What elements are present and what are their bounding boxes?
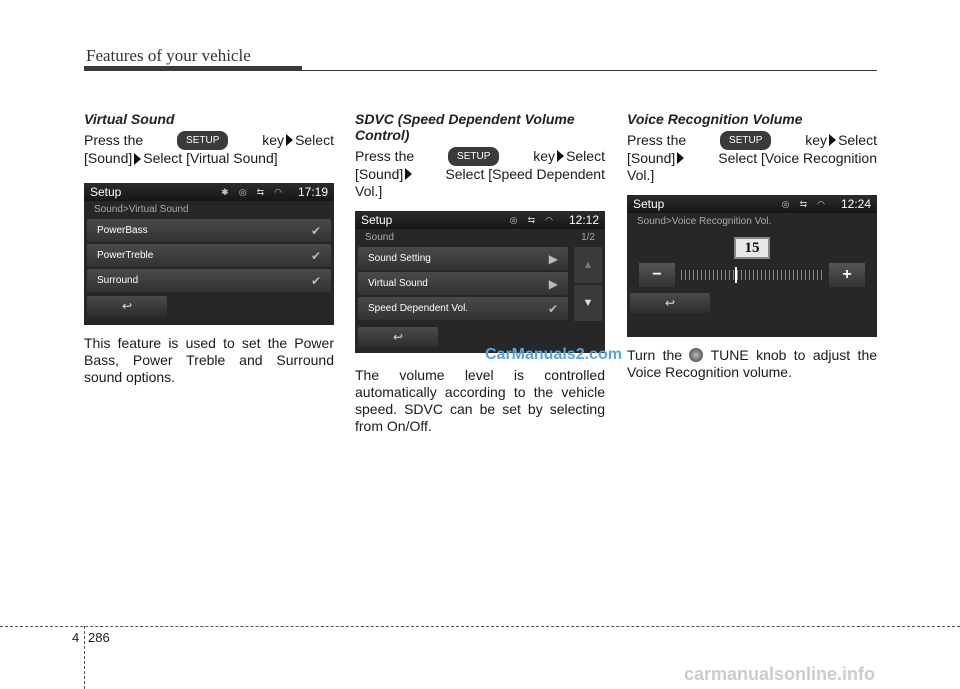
section-title: SDVC (Speed Dependent Volume Control) bbox=[355, 111, 575, 143]
section-sdvc bbox=[355, 111, 605, 435]
arrow-right-icon bbox=[286, 134, 293, 146]
status-icons bbox=[782, 199, 825, 210]
screen-header bbox=[627, 195, 877, 213]
status-icons bbox=[221, 187, 282, 198]
screen-header bbox=[84, 183, 334, 201]
gps-icon: ◎ bbox=[238, 186, 247, 197]
scroll-down-button[interactable]: ▼ bbox=[574, 285, 602, 321]
list-item-powertreble[interactable] bbox=[87, 244, 331, 267]
instr-sound: [Sound] bbox=[355, 166, 404, 182]
play-arrow-icon: ▶ bbox=[548, 251, 558, 266]
list-item-sound-setting[interactable] bbox=[358, 247, 568, 270]
volume-plus-button[interactable] bbox=[829, 263, 865, 287]
back-icon: ↩ bbox=[664, 296, 676, 310]
instr-select-item: Select [Speed Dependent bbox=[445, 166, 605, 182]
check-icon: ✔ bbox=[310, 248, 321, 263]
back-button[interactable] bbox=[358, 327, 438, 347]
screen-title: Setup bbox=[361, 213, 393, 227]
bluetooth-icon: ✱ bbox=[221, 186, 229, 197]
gps-icon: ◎ bbox=[509, 214, 518, 225]
back-button[interactable] bbox=[630, 293, 710, 313]
screen-title: Setup bbox=[633, 197, 665, 211]
screen-sub: Sound bbox=[365, 232, 394, 243]
arrow-right-icon bbox=[134, 153, 141, 165]
footer-page-number: 286 bbox=[88, 630, 110, 645]
scroll-up-button[interactable]: ▲ bbox=[574, 247, 602, 283]
instr-select: Select bbox=[566, 148, 605, 164]
screen-header bbox=[355, 211, 605, 229]
volume-minus-button[interactable] bbox=[639, 263, 675, 287]
section-voice-recognition-volume bbox=[627, 111, 877, 381]
back-button[interactable] bbox=[87, 296, 167, 316]
volume-slider-row bbox=[627, 259, 877, 291]
list bbox=[355, 245, 571, 323]
instructions bbox=[84, 131, 334, 167]
instr-select: Select bbox=[295, 132, 334, 148]
status-icons bbox=[510, 215, 553, 226]
list-item-label: PowerBass bbox=[97, 225, 148, 236]
back-icon: ↩ bbox=[121, 299, 133, 313]
screen-breadcrumb: Sound>Virtual Sound bbox=[94, 204, 189, 215]
header-bar-thin bbox=[302, 70, 877, 71]
setup-badge: SETUP bbox=[177, 131, 228, 150]
instr-press: Press the bbox=[84, 132, 144, 148]
instr-key: key bbox=[533, 148, 556, 164]
caption bbox=[627, 347, 877, 381]
screen-time: 12:24 bbox=[840, 197, 871, 211]
instr-press: Press the bbox=[355, 148, 415, 164]
instructions bbox=[627, 131, 877, 184]
instr-select: Select bbox=[838, 132, 877, 148]
footer-divider bbox=[0, 626, 960, 627]
setup-badge: SETUP bbox=[448, 147, 499, 166]
ipod-icon: ◠ bbox=[274, 186, 282, 197]
volume-slider-thumb[interactable] bbox=[735, 267, 737, 283]
gps-icon: ◎ bbox=[781, 198, 790, 209]
section-virtual-sound bbox=[84, 111, 334, 386]
setup-badge: SETUP bbox=[720, 131, 771, 150]
header-bar-thick bbox=[84, 66, 302, 71]
list-item-label: Sound Setting bbox=[368, 253, 431, 264]
list-item-surround[interactable] bbox=[87, 269, 331, 292]
instr-select-item: Select [Voice Recognition bbox=[718, 150, 877, 166]
check-icon: ✔ bbox=[547, 301, 558, 316]
arrow-right-icon bbox=[557, 150, 564, 162]
page-indicator: 1/2 bbox=[581, 232, 595, 243]
check-icon: ✔ bbox=[310, 273, 321, 288]
footer-vertical-divider bbox=[84, 626, 85, 689]
watermark-carmanualsonline: carmanualsonline.info bbox=[684, 664, 876, 684]
caption-part-b: TUNE knob to adjust the Voice Recognition volume. bbox=[627, 347, 878, 380]
instr-key: key bbox=[805, 132, 828, 148]
instructions bbox=[355, 147, 605, 200]
caption: This feature is used to set the Power Bass, Power Treble and Surround sound options. bbox=[84, 335, 334, 385]
list-item-label: PowerTreble bbox=[97, 250, 154, 261]
section-title: Virtual Sound bbox=[84, 111, 175, 127]
usb-icon: ⇆ bbox=[527, 214, 536, 225]
screen-title: Setup bbox=[90, 185, 122, 199]
play-arrow-icon: ▶ bbox=[548, 276, 558, 291]
instr-key: key bbox=[262, 132, 285, 148]
ipod-icon: ◠ bbox=[545, 214, 553, 225]
header-title: Features of your vehicle bbox=[86, 46, 251, 65]
usb-icon: ⇆ bbox=[799, 198, 808, 209]
watermark-carmanuals2: CarManuals2.com bbox=[485, 346, 622, 363]
screen-sdvc bbox=[355, 211, 605, 353]
volume-value-box bbox=[734, 237, 770, 259]
footer-chapter: 4 bbox=[72, 630, 80, 645]
section-title: Voice Recognition Volume bbox=[627, 111, 803, 127]
list-area bbox=[355, 245, 605, 323]
arrow-right-icon bbox=[405, 168, 412, 180]
screen-time: 17:19 bbox=[297, 185, 328, 199]
list-item-virtual-sound[interactable] bbox=[358, 272, 568, 295]
list-item-powerbass[interactable] bbox=[87, 219, 331, 242]
minus-icon: − bbox=[652, 266, 662, 283]
caption-part-a: Turn the bbox=[627, 347, 683, 363]
scroll-controls bbox=[571, 245, 605, 323]
instr-cont: Vol.] bbox=[355, 183, 383, 199]
screen-voice-recognition bbox=[627, 195, 877, 337]
screen-time: 12:12 bbox=[568, 213, 599, 227]
usb-icon: ⇆ bbox=[256, 186, 265, 197]
caption: The volume level is controlled automatically according to the vehicle speed. SDVC can be set by selecting from On/Off. bbox=[355, 367, 605, 434]
ipod-icon: ◠ bbox=[817, 198, 825, 209]
screen-breadcrumb: Sound>Voice Recognition Vol. bbox=[637, 216, 772, 227]
arrow-right-icon bbox=[677, 152, 684, 164]
instr-sound: [Sound] bbox=[627, 150, 676, 166]
instr-sound: [Sound] bbox=[84, 150, 133, 166]
instr-select-item: Select [Virtual Sound] bbox=[143, 150, 278, 166]
back-icon: ↩ bbox=[392, 330, 404, 344]
plus-icon: + bbox=[842, 266, 852, 283]
list-item-label: Surround bbox=[97, 275, 139, 286]
list-item-label: Virtual Sound bbox=[368, 278, 428, 289]
list-item-speed-dependent-vol[interactable] bbox=[358, 297, 568, 320]
screen-breadcrumb bbox=[355, 229, 605, 245]
volume-value: 15 bbox=[744, 239, 760, 256]
check-icon: ✔ bbox=[310, 223, 321, 238]
arrow-right-icon bbox=[829, 134, 836, 146]
list-item-label: Speed Dependent Vol. bbox=[368, 303, 469, 314]
volume-slider[interactable] bbox=[681, 270, 823, 280]
screen-virtual-sound bbox=[84, 183, 334, 325]
instr-cont: Vol.] bbox=[627, 167, 655, 183]
tune-knob-icon bbox=[689, 348, 703, 362]
instr-press: Press the bbox=[627, 132, 687, 148]
